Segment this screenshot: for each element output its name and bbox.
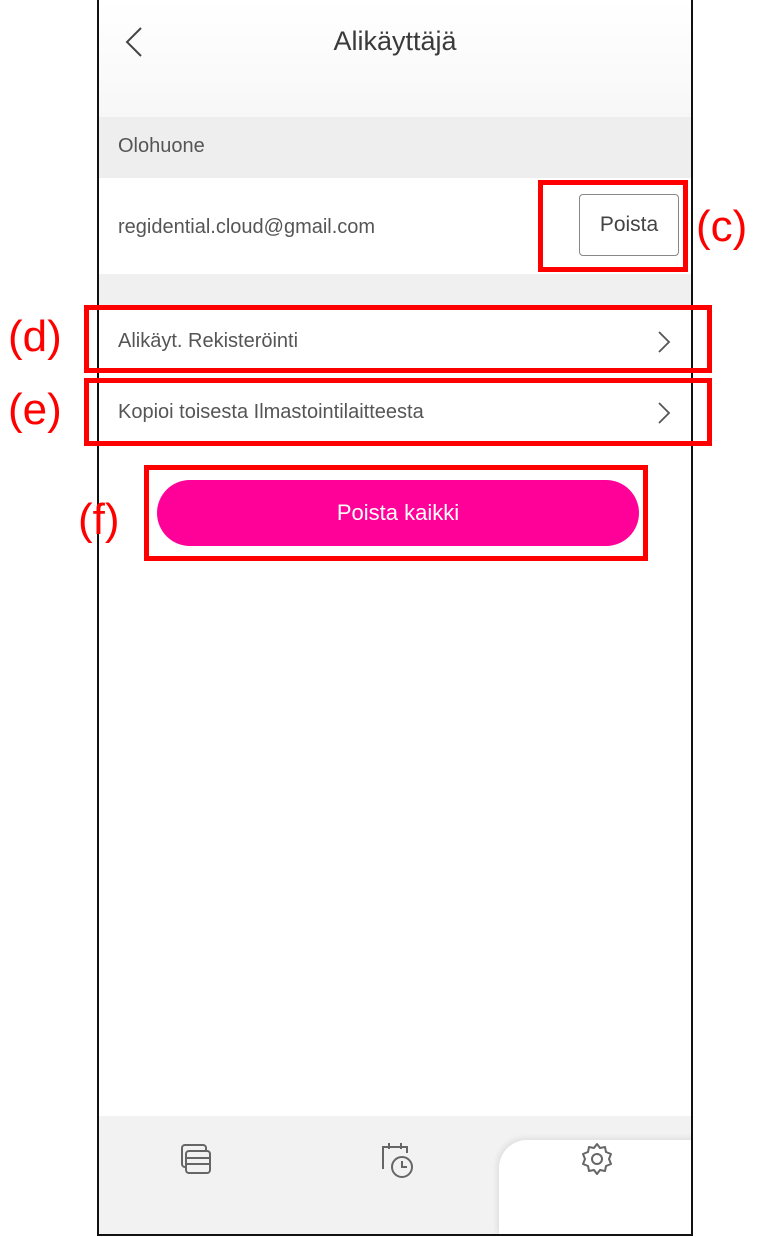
settings-icon[interactable]	[573, 1135, 621, 1183]
header	[99, 0, 691, 117]
page-title: Alikäyttäjä	[333, 26, 457, 56]
section-header	[99, 117, 691, 178]
annotation-box-d	[84, 305, 712, 373]
timer-icon[interactable]	[373, 1135, 421, 1183]
annotation-box-e	[84, 378, 712, 446]
annotation-label-f: (f)	[78, 495, 120, 544]
delete-user-button[interactable]: Poista	[579, 194, 679, 256]
delete-all-button[interactable]: Poista kaikki	[157, 480, 639, 546]
user-email: regidential.cloud@gmail.com	[118, 216, 376, 238]
annotation-box-f	[144, 465, 648, 561]
annotation-label-e: (e)	[8, 385, 62, 434]
devices-icon[interactable]	[172, 1135, 220, 1183]
spacer	[99, 274, 691, 308]
register-sub-user-label: Alikäyt. Rekisteröinti	[118, 330, 299, 352]
section-label: Olohuone	[118, 135, 205, 157]
annotation-label-c: (c)	[696, 202, 748, 251]
annotation-box-c	[538, 180, 688, 272]
annotation-label-d: (d)	[8, 312, 62, 361]
copy-from-device-label: Kopioi toisesta Ilmastointilaitteesta	[118, 401, 424, 423]
